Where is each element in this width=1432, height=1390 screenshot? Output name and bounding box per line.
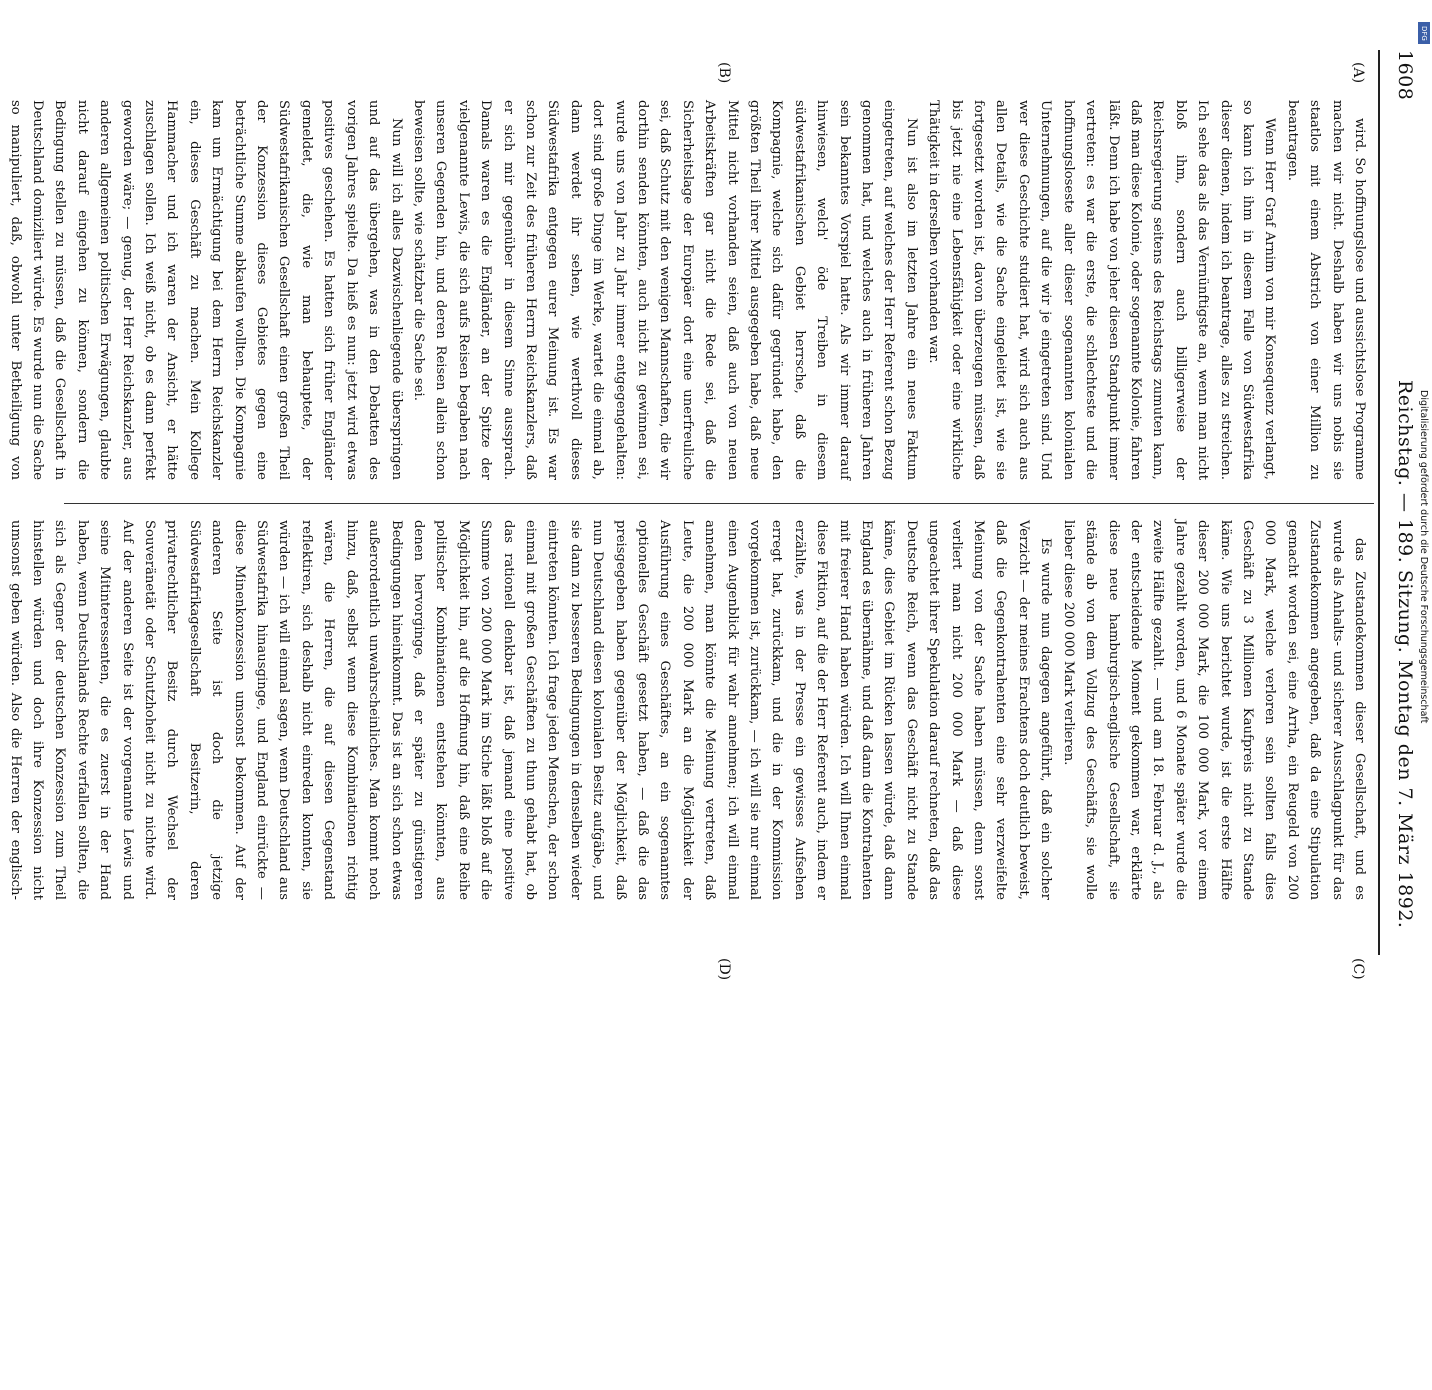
paragraph: Es wurde nun dagegen angeführt, daß ein solcher Verzicht — der meines Erachtens doch deutlich beweist, daß die Gegenkontrahenten eine sehr verzweifelte Meinung von der Sache haben müssen, denn sonst verliert man nicht 200 000 Mark — daß diese ungeachtet ihrer Spekulation darauf rechneten, daß das Deutsche Reich, wenn das Geschäft nicht zu Stande käme, dies Gebiet im Rücken lassen würde, daß dann England es übernähme, und daß dann die Kontrahenten mit freierer Hand haben würden. Ich will Ihnen einmal diese Fiktion, auf die der Herr Referent auch, indem er erzählte, was in der Presse ein gewisses Aufsehen erregt hat, zurückkam, und die in der Kommission vorgekommen ist, zurückkam, — ich will sie nur einmal einen Augenblick für wahr annehmen; ich will einmal annehmen, man könnte die Meinung vertreten, daß Leute, die 200 000 Mark an die Möglichkeit der Ausführung eines Geschäftes, an ein sogenanntes optionelles Geschäft gesetzt haben, — daß die das preisgegeben haben gegenüber der Möglichkeit, daß nun Deutschland diesen kolonialen Besitz aufgäbe, und sie dann zu besseren Bedingungen in denselben wieder eintreten könnten. Ich frage jeden Menschen, der schon einmal mit großen Geschäften zu thun gehabt hat, ob das rationell denkbar ist, daß jemand eine positive Summe von 200 000 Mark im Stiche läßt bloß auf die Möglichkeit hin, auf die Hoffnung hin, daß eine Reihe politischer Kombinationen entstehen könnten, aus denen hervorginge, daß er später zu günstigeren Bedingungen hineinkommt. Das ist an sich schon etwas außerordentlich unwahrscheinliches. Man kommt noch hinzu, daß, selbst wenn diese Kombinationen richtig wären, die Herren, die auf diesen Gegenstand reflektiren, sich deshalb nicht einreden konnten, sie würden — ich will einmal sagen, wenn Deutschland aus Südwestafrika hinausginge, und England einrückte — diese Minenkonzession umsonst bekommen. Auf der anderen Seite ist doch die jetzige Südwestafrikagesellschaft Besitzerin, deren privatrechtlicher Besitz durch Wechsel der Souveränetät oder Schutzhoheit nicht zu nichte wird. Auf der anderen Seite ist der vorgenannte Lewis und seine Mitinteressenten, die es zuerst in der Hand haben, wenn Deutschlands Rechte verfallen sollten, die sich als Gegner der deutschen Konzession zum Theil hinstellen würden und doch ihre Konzession nicht umsonst geben würden. Also die Herren der englisch-: [7, 520, 1054, 900]
margin-marker-b: (B): [716, 62, 732, 84]
digitization-credit: [1417, 0, 1431, 1000]
margin-marker-c: (C): [1350, 958, 1366, 980]
paragraph: wird. So hoffnungslose und aussichtslose Programme machen wir nicht. Deshalb haben wir uns nobis sie staatlos mit einem Abstrich von einer Million zu beantragen.: [1284, 100, 1367, 480]
paragraph: Nun will ich alles Dazwischenliegende überspringen und auf das übergehen, was in den Debatten des vorigen Jahres spielte. Da hieß es nun: jetzt wird etwas positives geschehen. Es hatten sich früher Engländer gemeldet, die, wie man behauptete, der Südwestafrikanischen Gesellschaft einen großen Theil der Konzession dieses Gebietes gegen eine beträchtliche Summe abkaufen wollten. Die Kompagnie kam um Ermächtigung bei dem Herrn Reichskanzler ein, dieses Geschäft zu machen. Mein Kollege Hammacher und ich waren der Ansicht, er hätte zuschlagen sollen. Ich weiß nicht, ob es dann perfekt geworden wäre; — genug, der Herr Reichskanzler, aus anderen allgemeinen politischen Erwägungen, glaubte nicht darauf eingehen zu können, sondern die Bedingung stellen zu müssen, daß die Gesellschaft in Deutschland domiziliert würde. Es wurde nun die Sache so manipuliert, daß, obwohl unter Betheiligung von: [7, 100, 404, 480]
margin-marker-a: (A): [1350, 62, 1366, 84]
page-header: [1376, 50, 1416, 950]
right-text-column: [7, 520, 1370, 900]
session-date: Montag den 7. März 1892.: [1394, 660, 1416, 929]
session-title: Reichstag. — 189. Sitzung.: [1394, 380, 1416, 654]
page-number: 1608: [1394, 50, 1416, 101]
paragraph: Nun ist also im letzten Jahre ein neues Faktum eingetreten, auf welches der Herr Referent schon Bezug genommen hat, und welches auch in früheren Jahren sein bekanntes Vorspiel hatte. Als wir immer darauf hinwiesen, welch' öde Treiben in diesem südwestafrikanischen Gebiet herrsche, daß die Kompagnie, welche sich dafür gegründet habe, den größten Theil ihrer Mittel ausgegeben habe, daß neue Mittel nicht vorhanden seien, daß auch von neuen Arbeitskräften gar nicht die Rede sei, daß die Sicherheitslage der Europäer dort eine unerfreuliche sei, daß Schutz mit den wenigen Mannschaften, die wir dorthin senden könnten, auch nicht zu gewinnen sei, wurde uns von Jahr zu Jahr immer entgegengehalten: dort sind große Dinge im Werke, wartet die einmal ab, dann werdet ihr sehen, wie werthvoll dieses Südwestafrika entgegen eurer Meinung ist. Es war schon zur Zeit des früheren Herrn Reichskanzlers, daß er sich mir gegenüber in diesem Sinne aussprach. Damals waren es die Engländer, an der Spitze der vielgenannte Lewis, die sich aufs Reisen begaben nach unseren Gegenden hin, und deren Reisen allein schon beweisen sollte, wie schätzbar die Sache sei.: [410, 100, 919, 480]
paragraph: Wenn Herr Graf Arnim von mir Konsequenz verlangt, so kann ich ihm in diesem Falle von Südwestafrika dieser dienen, indem ich beantrage, alles zu streichen. Ich sehe das als das Vernünftigste an, wenn man nicht bloß ihm, sondern auch billigerweise der Reichsregierung seitens des Reichstags zumuten kann, daß man diese Kolonie, oder sogenannte Kolonie, fahren läßt. Denn ich habe von jeher diesen Standpunkt immer vertreten: es war die erste, die schlechteste und die hoffnungsloseste aller dieser sogenannten kolonialen Unternehmungen, auf die wir je eingetreten sind. Und wer diese Geschichte studiert hat, wird sich auch aus allen Details, wie die Sache eingeleitet ist, wie sie fortgesetzt worden ist, davon überzeugen müssen, daß bis jetzt nie eine Lebensfähigkeit oder eine wirkliche Thätigkeit in derselben vorhanden war.: [926, 100, 1278, 480]
dfg-logo: DFG: [1418, 22, 1430, 44]
left-text-column: [7, 100, 1370, 480]
header-rule: [1378, 50, 1380, 955]
margin-marker-d: (D): [716, 958, 732, 981]
paragraph: das Zustandekommen dieser Gesellschaft, und es wurde als Anhalts- und sicherer Ausschlagpunkt für das Zustandekommen angegeben, daß da eine Stipulation gemacht worden sei, eine Arrha, ein Reugeld von 200 000 Mark, welche verloren sein sollten falls dies Geschäft zu 3 Millionen Kaufpreis nicht zu Stande käme. Wie uns berichtet wurde, ist die erste Hälfte dieser 200 000 Mark, die 100 000 Mark, vor einem Jahre gezahlt worden, und 6 Monate später wurde die zweite Hälfte gezahlt. — und am 18. Februar d. J., als der entscheidende Moment gekommen war, erklärte diese neue hamburgisch-englische Gesellschaft, sie stände ab von dem Vollzug des Geschäfts, sie wolle lieber diese 200 000 Mark verlieren.: [1060, 520, 1367, 900]
credit-text: Digitalisierung gefördert durch die Deutsche Forschungsgemeinschaft: [1418, 390, 1429, 724]
column-divider: [64, 503, 1374, 504]
